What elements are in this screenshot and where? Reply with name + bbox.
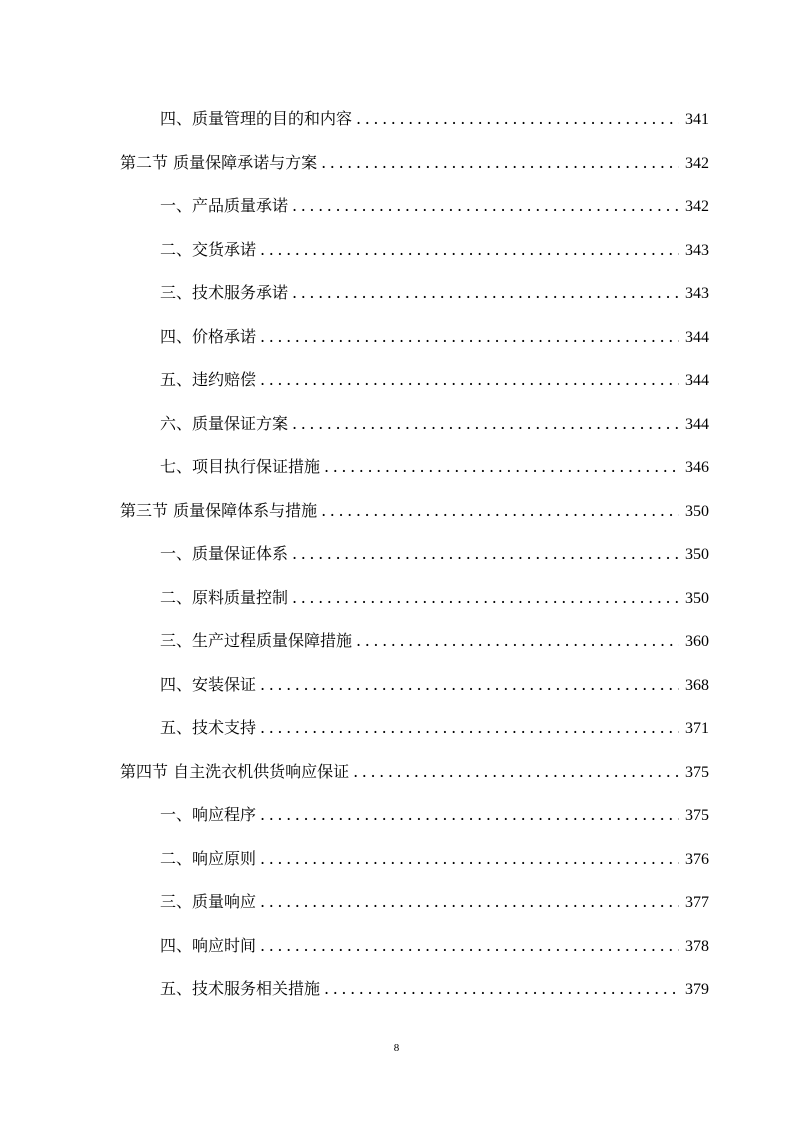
toc-leader-dots: [260, 240, 679, 259]
toc-entry-page: 343: [685, 285, 709, 303]
toc-entry[interactable]: [0, 618, 793, 662]
toc-entry-page: 379: [685, 981, 709, 999]
toc-entry-title: 四、安装保证: [160, 674, 257, 694]
toc-entry-page: 375: [685, 807, 709, 825]
toc-leader-dots: [260, 849, 679, 868]
toc-entry[interactable]: [0, 705, 793, 749]
toc-section-heading[interactable]: [0, 140, 793, 184]
toc-leader-dots: [292, 588, 679, 607]
toc-entry-title: 二、响应原则: [160, 848, 257, 868]
toc-entry-page: 371: [685, 720, 709, 738]
toc-entry-page: 341: [685, 111, 709, 129]
toc-entry-title: 三、质量响应: [160, 892, 257, 912]
toc-entry[interactable]: [0, 183, 793, 227]
toc-entry-title: 一、响应程序: [160, 805, 257, 825]
toc-leader-dots: [321, 153, 679, 172]
toc-leader-dots: [260, 718, 679, 737]
toc-entry-page: 350: [685, 546, 709, 564]
toc-entry-page: 342: [685, 198, 709, 216]
toc-entry-page: 343: [685, 241, 709, 259]
toc-entry[interactable]: [0, 531, 793, 575]
toc-leader-dots: [324, 979, 679, 998]
toc-entry[interactable]: [0, 444, 793, 488]
toc-entry[interactable]: [0, 792, 793, 836]
toc-entry[interactable]: [0, 575, 793, 619]
toc-entry-page: 344: [685, 372, 709, 390]
toc-entry[interactable]: [0, 923, 793, 967]
toc-entry-title: 二、原料质量控制: [160, 587, 289, 607]
table-of-contents: [0, 96, 793, 1010]
toc-entry-title: 四、质量管理的目的和内容: [160, 109, 353, 129]
toc-entry-title: 四、响应时间: [160, 935, 257, 955]
toc-leader-dots: [260, 675, 679, 694]
toc-entry[interactable]: [0, 662, 793, 706]
toc-leader-dots: [260, 936, 679, 955]
toc-leader-dots: [260, 805, 679, 824]
toc-leader-dots: [324, 457, 679, 476]
toc-leader-dots: [356, 109, 679, 128]
toc-entry-title: 三、生产过程质量保障措施: [160, 631, 353, 651]
toc-entry-page: 346: [685, 459, 709, 477]
toc-entry-page: 376: [685, 850, 709, 868]
toc-entry[interactable]: [0, 357, 793, 401]
toc-entry-title: 一、产品质量承诺: [160, 196, 289, 216]
toc-entry[interactable]: [0, 96, 793, 140]
toc-section-heading[interactable]: [0, 749, 793, 793]
toc-entry-page: 350: [685, 589, 709, 607]
toc-entry-title: 五、技术服务相关措施: [160, 979, 321, 999]
toc-entry-title: 第二节 质量保障承诺与方案: [120, 152, 318, 172]
toc-leader-dots: [321, 501, 679, 520]
toc-entry-title: 三、技术服务承诺: [160, 283, 289, 303]
toc-entry-page: 375: [685, 763, 709, 781]
toc-entry-title: 六、质量保证方案: [160, 413, 289, 433]
toc-entry-page: 350: [685, 502, 709, 520]
toc-leader-dots: [260, 892, 679, 911]
toc-entry[interactable]: [0, 227, 793, 271]
toc-entry-page: 344: [685, 328, 709, 346]
toc-entry[interactable]: [0, 966, 793, 1010]
toc-entry-title: 第四节 自主洗衣机供货响应保证: [120, 761, 350, 781]
toc-leader-dots: [292, 414, 679, 433]
toc-leader-dots: [356, 631, 679, 650]
toc-leader-dots: [292, 544, 679, 563]
toc-leader-dots: [353, 762, 679, 781]
toc-entry-page: 378: [685, 937, 709, 955]
page-number-footer: 8: [393, 1042, 400, 1054]
toc-entry-title: 二、交货承诺: [160, 239, 257, 259]
toc-entry-page: 342: [685, 154, 709, 172]
toc-entry[interactable]: [0, 836, 793, 880]
toc-entry[interactable]: [0, 314, 793, 358]
toc-leader-dots: [292, 283, 679, 302]
toc-leader-dots: [260, 327, 679, 346]
toc-entry-title: 一、质量保证体系: [160, 544, 289, 564]
toc-leader-dots: [260, 370, 679, 389]
toc-section-heading[interactable]: [0, 488, 793, 532]
toc-entry-title: 五、违约赔偿: [160, 370, 257, 390]
toc-entry[interactable]: [0, 401, 793, 445]
toc-entry-page: 377: [685, 894, 709, 912]
toc-leader-dots: [292, 196, 679, 215]
toc-entry-page: 360: [685, 633, 709, 651]
toc-entry-page: 368: [685, 676, 709, 694]
toc-entry-title: 四、价格承诺: [160, 326, 257, 346]
toc-entry-page: 344: [685, 415, 709, 433]
toc-entry-title: 七、项目执行保证措施: [160, 457, 321, 477]
toc-entry[interactable]: [0, 270, 793, 314]
toc-entry-title: 五、技术支持: [160, 718, 257, 738]
toc-entry-title: 第三节 质量保障体系与措施: [120, 500, 318, 520]
toc-entry[interactable]: [0, 879, 793, 923]
